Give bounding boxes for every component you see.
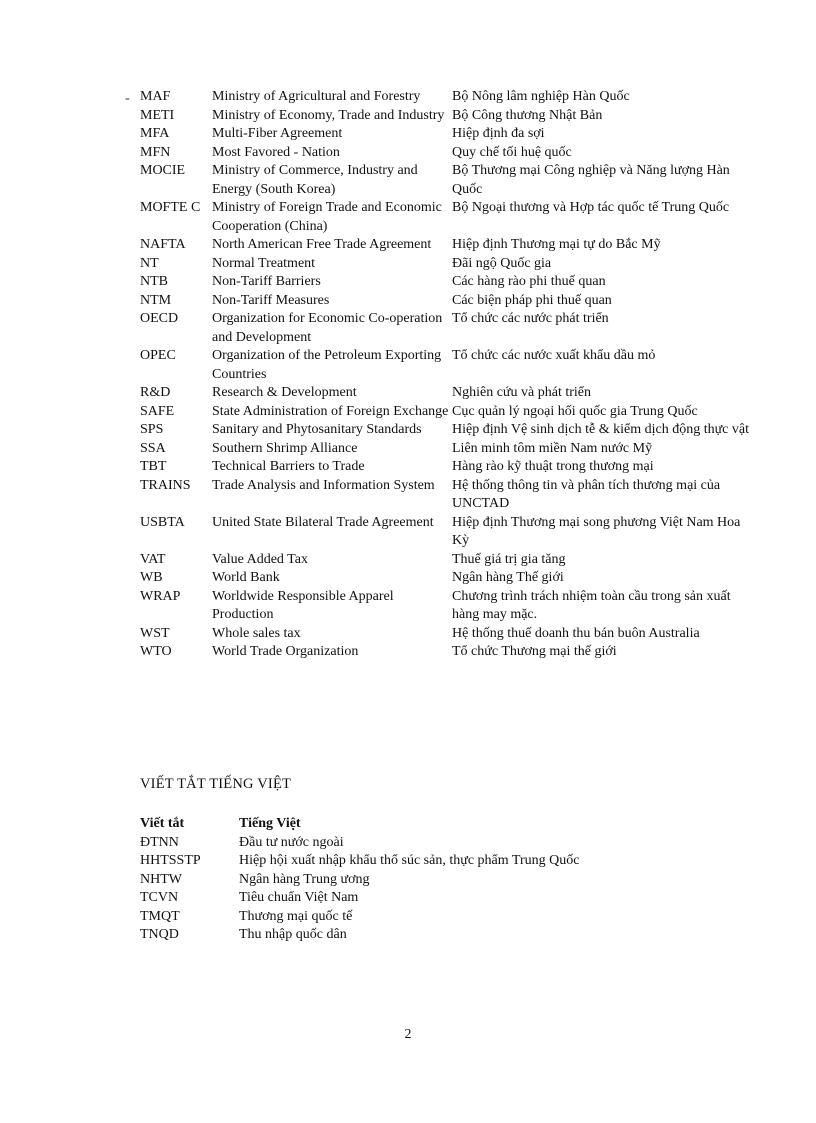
table-row: [140, 569, 760, 588]
abbreviation-cell: OPEC: [140, 348, 176, 363]
vietnamese-term-cell: Tổ chức các nước xuất khẩu dầu mỏ: [452, 348, 656, 363]
table-row: [140, 852, 579, 871]
abbreviation-cell: WTO: [140, 644, 172, 659]
abbreviation-cell: NT: [140, 255, 159, 271]
english-term-cell: Whole sales tax: [212, 625, 301, 641]
table-row: [140, 292, 760, 311]
vietnamese-term-cell: Hàng rào kỹ thuật trong thương mại: [452, 459, 654, 474]
table-row: [140, 421, 760, 440]
table-row: [140, 347, 760, 384]
abbreviation-cell: WRAP: [140, 588, 181, 604]
english-term-cell: Multi-Fiber Agreement: [212, 126, 343, 141]
vietnamese-term-cell: Hiệp định Thương mại song phương Việt Nam Hoa Kỳ: [452, 514, 741, 548]
table-row: [140, 384, 760, 403]
english-term-cell: Value Added Tax: [212, 551, 308, 567]
vietnamese-term-cell: Cục quản lý ngoại hối quốc gia Trung Quốc: [452, 403, 698, 419]
english-term-cell: Worldwide Responsible Apparel Production: [212, 588, 394, 622]
table-row: [140, 440, 760, 459]
abbreviation-cell: OECD: [140, 311, 179, 326]
table-row: [140, 310, 760, 347]
english-term-cell: Normal Treatment: [212, 255, 316, 271]
abbreviation-cell: HHTSSTP: [140, 853, 201, 868]
header-term: Tiếng Việt: [239, 816, 301, 831]
abbreviation-cell: NAFTA: [140, 237, 186, 252]
table-row: [140, 144, 760, 163]
english-term-cell: Organization for Economic Co-operation and Development: [212, 311, 443, 345]
vietnamese-abbreviation-table: [140, 815, 579, 945]
abbreviation-cell: NTM: [140, 292, 172, 308]
abbreviation-cell: TBT: [140, 459, 167, 474]
abbreviation-cell: MFA: [140, 126, 170, 141]
english-term-cell: United State Bilateral Trade Agreement: [212, 514, 434, 530]
english-term-cell: Trade Analysis and Information System: [212, 477, 435, 493]
abbreviation-cell: NHTW: [140, 871, 182, 887]
abbreviation-cell: SAFE: [140, 403, 175, 419]
vietnamese-term-cell: Bộ Nông lâm nghiệp Hàn Quốc: [452, 89, 630, 104]
english-term-cell: Ministry of Agricultural and Forestry: [212, 89, 421, 104]
table-row: [140, 236, 760, 255]
abbreviation-cell: MOFTE C: [140, 200, 201, 215]
table-row: [140, 908, 579, 927]
abbreviation-cell: WST: [140, 625, 170, 641]
table-row: [140, 588, 760, 625]
abbreviation-cell: R&D: [140, 385, 171, 400]
vietnamese-term-cell: Hiệp định đa sợi: [452, 126, 545, 141]
english-term-cell: World Trade Organization: [212, 644, 359, 659]
english-term-cell: Ministry of Foreign Trade and Economic Cooperation (China): [212, 200, 442, 234]
vietnamese-term-cell: Nghiên cứu và phát triển: [452, 385, 591, 400]
vietnamese-term-cell: Ngân hàng Trung ương: [239, 871, 370, 887]
english-term-cell: Technical Barriers to Trade: [212, 459, 365, 474]
page-number: 2: [404, 1027, 412, 1042]
english-term-cell: Non-Tariff Barriers: [212, 274, 321, 289]
english-term-cell: World Bank: [212, 570, 280, 585]
table-row: [140, 88, 760, 107]
abbreviation-cell: TMQT: [140, 908, 180, 924]
table-row: [140, 403, 760, 422]
table-row: [140, 643, 760, 662]
abbreviation-cell: MOCIE: [140, 163, 186, 178]
abbreviation-cell: ĐTNN: [140, 834, 179, 850]
table-row: [140, 477, 760, 514]
table-row: [140, 458, 760, 477]
english-term-cell: Non-Tariff Measures: [212, 292, 330, 308]
english-term-cell: Southern Shrimp Alliance: [212, 440, 358, 456]
vietnamese-term-cell: Hiệp định Vệ sinh dịch tễ & kiểm dịch động thực vật: [452, 422, 750, 437]
table-row: [140, 107, 760, 126]
table-row: [140, 551, 760, 570]
vietnamese-term-cell: Các hàng rào phi thuế quan: [452, 274, 606, 289]
vietnamese-term-cell: Thu nhập quốc dân: [239, 927, 347, 942]
vietnamese-term-cell: Quy chế tối huệ quốc: [452, 144, 572, 160]
stray-mark: -: [125, 91, 130, 106]
english-term-cell: Organization of the Petroleum Exporting Countries: [212, 348, 442, 382]
vietnamese-term-cell: Thuế giá trị gia tăng: [452, 551, 566, 567]
table-row: [140, 926, 579, 945]
vietnamese-term-cell: Hệ thống thuế doanh thu bán buôn Australia: [452, 625, 700, 641]
table-row: [140, 625, 760, 644]
table-row: [140, 199, 760, 236]
table-row: [140, 273, 760, 292]
abbreviation-cell: USBTA: [140, 514, 185, 530]
table-row: [140, 162, 760, 199]
vietnamese-term-cell: Tổ chức Thương mại thế giới: [452, 644, 617, 659]
abbreviation-cell: TRAINS: [140, 477, 191, 493]
vietnamese-term-cell: Các biện pháp phi thuế quan: [452, 292, 612, 308]
vietnamese-term-cell: Chương trình trách nhiệm toàn cầu trong sản xuất hàng may mặc.: [452, 588, 731, 622]
english-term-cell: Research & Development: [212, 385, 357, 400]
vietnamese-term-cell: Thương mại quốc tế: [239, 908, 353, 924]
vietnamese-term-cell: Tổ chức các nước phát triển: [452, 311, 609, 326]
table-row: [140, 871, 579, 890]
section-title: VIẾT TẮT TIẾNG VIỆT: [140, 776, 292, 792]
vietnamese-term-cell: Hiệp định Thương mại tự do Bắc Mỹ: [452, 237, 661, 252]
abbreviation-cell: MFN: [140, 144, 171, 160]
english-term-cell: Ministry of Economy, Trade and Industry: [212, 107, 445, 123]
table-row: [140, 125, 760, 144]
table-row: [140, 514, 760, 551]
abbreviation-cell: METI: [140, 107, 175, 123]
vietnamese-term-cell: Tiêu chuẩn Việt Nam: [239, 890, 359, 905]
english-term-cell: Sanitary and Phytosanitary Standards: [212, 422, 422, 437]
english-term-cell: Most Favored - Nation: [212, 144, 340, 160]
abbreviation-cell: NTB: [140, 274, 168, 289]
vietnamese-term-cell: Đầu tư nước ngoài: [239, 834, 344, 850]
english-term-cell: North American Free Trade Agreement: [212, 237, 432, 252]
abbreviation-cell: SSA: [140, 440, 166, 456]
abbreviation-cell: WB: [140, 570, 163, 585]
vietnamese-term-cell: Liên minh tôm miền Nam nước Mỹ: [452, 440, 653, 456]
vietnamese-term-cell: Hiệp hội xuất nhập khẩu thổ súc sản, thực phẩm Trung Quốc: [239, 853, 580, 868]
header-abbr: Viết tắt: [140, 816, 185, 831]
vietnamese-term-cell: Đãi ngộ Quốc gia: [452, 255, 552, 271]
table-row: [140, 834, 579, 853]
abbreviation-cell: TCVN: [140, 890, 179, 905]
table-row: [140, 255, 760, 274]
vietnamese-term-cell: Bộ Công thương Nhật Bản: [452, 107, 603, 123]
abbreviation-cell: MAF: [140, 89, 171, 104]
table-header-row: [140, 815, 579, 834]
abbreviation-cell: SPS: [140, 422, 164, 437]
vietnamese-term-cell: Ngân hàng Thế giới: [452, 570, 564, 585]
vietnamese-term-cell: Bộ Thương mại Công nghiệp và Năng lượng Hàn Quốc: [452, 163, 730, 197]
vietnamese-term-cell: Hệ thống thông tin và phân tích thương mại của UNCTAD: [452, 477, 721, 511]
abbreviation-cell: TNQD: [140, 927, 179, 942]
abbreviation-table: [140, 88, 760, 662]
english-term-cell: Ministry of Commerce, Industry and Energy (South Korea): [212, 163, 418, 197]
vietnamese-term-cell: Bộ Ngoại thương và Hợp tác quốc tế Trung Quốc: [452, 200, 730, 215]
table-row: [140, 889, 579, 908]
english-term-cell: State Administration of Foreign Exchange: [212, 403, 449, 419]
abbreviation-cell: VAT: [140, 551, 166, 567]
